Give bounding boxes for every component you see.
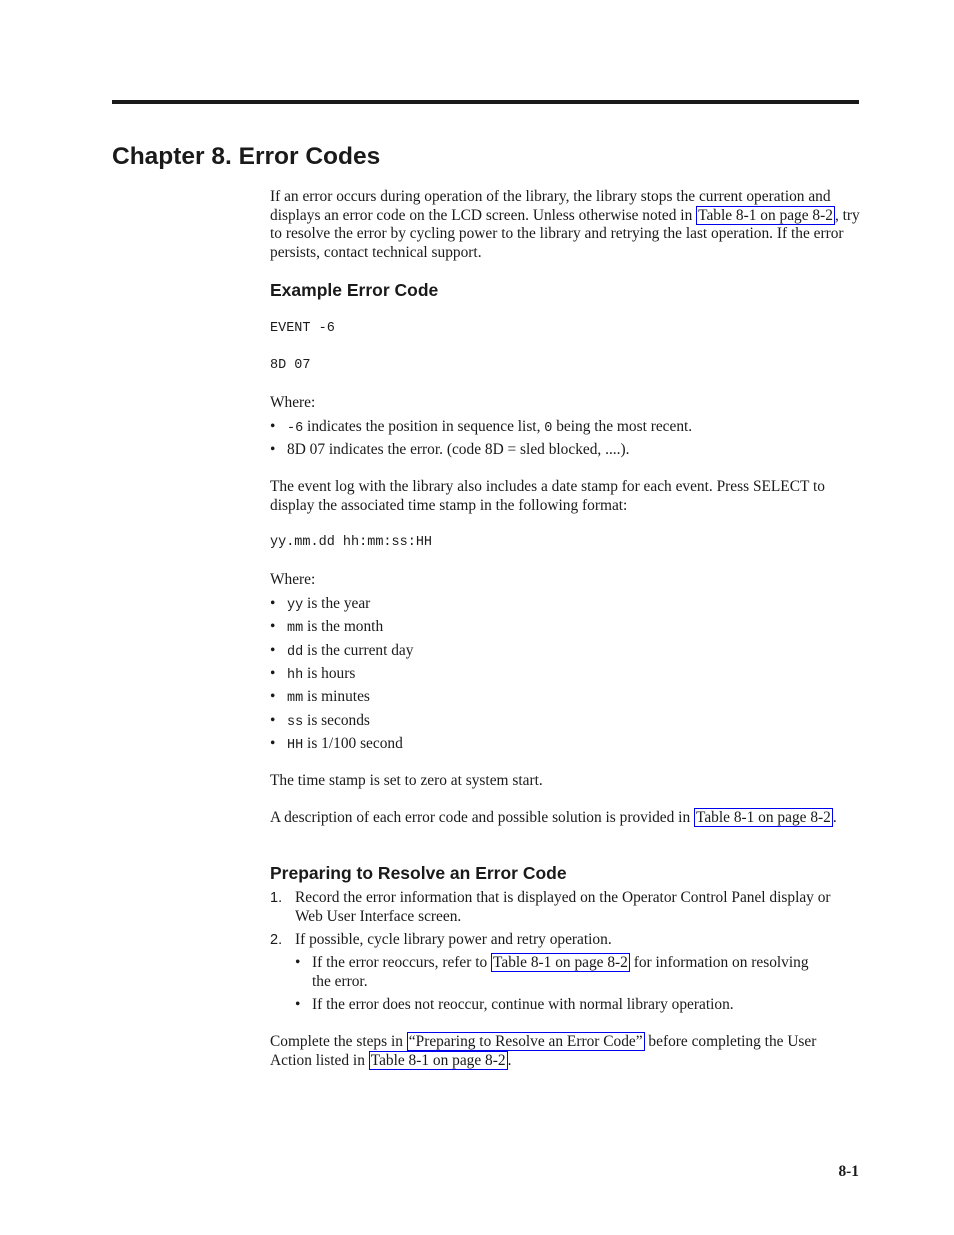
intro-text-end: , try to resolve the error by cycling power to the library and retrying the last operation. If the error persists, contact technical support. bbox=[270, 206, 860, 261]
code-text: HH bbox=[287, 737, 304, 753]
example-code-line1: EVENT -6 bbox=[270, 321, 335, 336]
example-heading: Example Error Code bbox=[270, 280, 439, 300]
description-text-end: . bbox=[832, 809, 837, 826]
item-text: is 1/100 second bbox=[303, 734, 403, 752]
item-text: is hours bbox=[303, 664, 356, 682]
complete-text-end: . bbox=[507, 1051, 512, 1069]
item-text: 8D 07 indicates the error. (code 8D = sled blocked, ....). bbox=[287, 441, 630, 458]
item-text: is seconds bbox=[303, 711, 370, 729]
table-link[interactable]: Table 8-1 on page 8-2 bbox=[698, 206, 833, 224]
code-text: dd bbox=[287, 644, 304, 660]
bullet: • bbox=[295, 954, 301, 971]
description-paragraph bbox=[270, 809, 860, 828]
item-text: being the most recent. bbox=[552, 418, 693, 435]
bullet: • bbox=[295, 996, 301, 1013]
code-text: 0 bbox=[544, 421, 553, 436]
where-label-2: Where: bbox=[270, 571, 316, 588]
description-text: A description of each error code and possible solution is provided in bbox=[270, 809, 695, 826]
item-text: If the error does not reoccur, continue with normal library operation. bbox=[312, 996, 734, 1013]
code-text: hh bbox=[287, 667, 304, 683]
step-text: Record the error information that is displayed on the Operator Control Panel display or Web User Interface screen. bbox=[295, 889, 831, 925]
bullet: • bbox=[270, 688, 276, 706]
item-text: is minutes bbox=[303, 688, 370, 706]
where-label: Where: bbox=[270, 394, 316, 411]
bullet: • bbox=[270, 641, 276, 659]
table-link[interactable]: Table 8-1 on page 8-2 bbox=[493, 954, 628, 971]
item-text: indicates the position in sequence list, bbox=[303, 418, 545, 435]
bullet: • bbox=[270, 734, 276, 752]
step-text: If possible, cycle library power and retry operation. bbox=[295, 931, 612, 948]
item-text: is the month bbox=[303, 618, 384, 636]
intro-text: If an error occurs during operation of the library, the library stops the current operation and displays an error code on the LCD screen. Unless otherwise noted in bbox=[270, 188, 831, 224]
table-link[interactable]: Table 8-1 on page 8-2 bbox=[370, 1051, 506, 1069]
time-stamp-paragraph: The time stamp is set to zero at system start. bbox=[270, 772, 543, 789]
complete-text: Complete the steps in bbox=[270, 1033, 407, 1050]
code-text: ss bbox=[287, 714, 304, 730]
code-text: -6 bbox=[287, 421, 304, 436]
code-text: mm bbox=[287, 621, 304, 637]
bullet: • bbox=[270, 664, 276, 682]
timestamp-format: yy.mm.dd hh:mm:ss:HH bbox=[270, 535, 433, 550]
item-text: is the year bbox=[303, 595, 371, 612]
bullet: • bbox=[270, 418, 276, 435]
chapter-title: Chapter 8. Error Codes bbox=[112, 143, 381, 170]
bullet: • bbox=[270, 618, 276, 636]
bullet: • bbox=[270, 441, 276, 458]
page-number: 8-1 bbox=[838, 1163, 859, 1180]
code-text: mm bbox=[287, 691, 304, 707]
chapter-rule bbox=[112, 100, 859, 104]
intro-paragraph bbox=[270, 188, 860, 262]
bullet: • bbox=[270, 711, 276, 729]
item-text: is the current day bbox=[303, 641, 414, 659]
step-number: 2. bbox=[270, 932, 283, 948]
complete-text: before completing the User Action listed in bbox=[270, 1033, 817, 1069]
example-code-line2: 8D 07 bbox=[270, 358, 311, 373]
preparing-heading: Preparing to Resolve an Error Code bbox=[270, 863, 567, 883]
step-number: 1. bbox=[270, 890, 283, 906]
code-text: yy bbox=[287, 598, 304, 613]
table-link[interactable]: Table 8-1 on page 8-2 bbox=[696, 809, 831, 826]
event-log-paragraph: The event log with the library also includes a date stamp for each event. Press SELECT to display the associated time stamp in the following format: bbox=[270, 478, 825, 514]
section-link[interactable]: “Preparing to Resolve an Error Code” bbox=[408, 1033, 643, 1050]
item-text: If the error reoccurs, refer to bbox=[312, 954, 492, 971]
bullet: • bbox=[270, 595, 276, 612]
item-text: for information on resolving the error. bbox=[312, 954, 809, 990]
complete-paragraph bbox=[270, 1033, 860, 1070]
